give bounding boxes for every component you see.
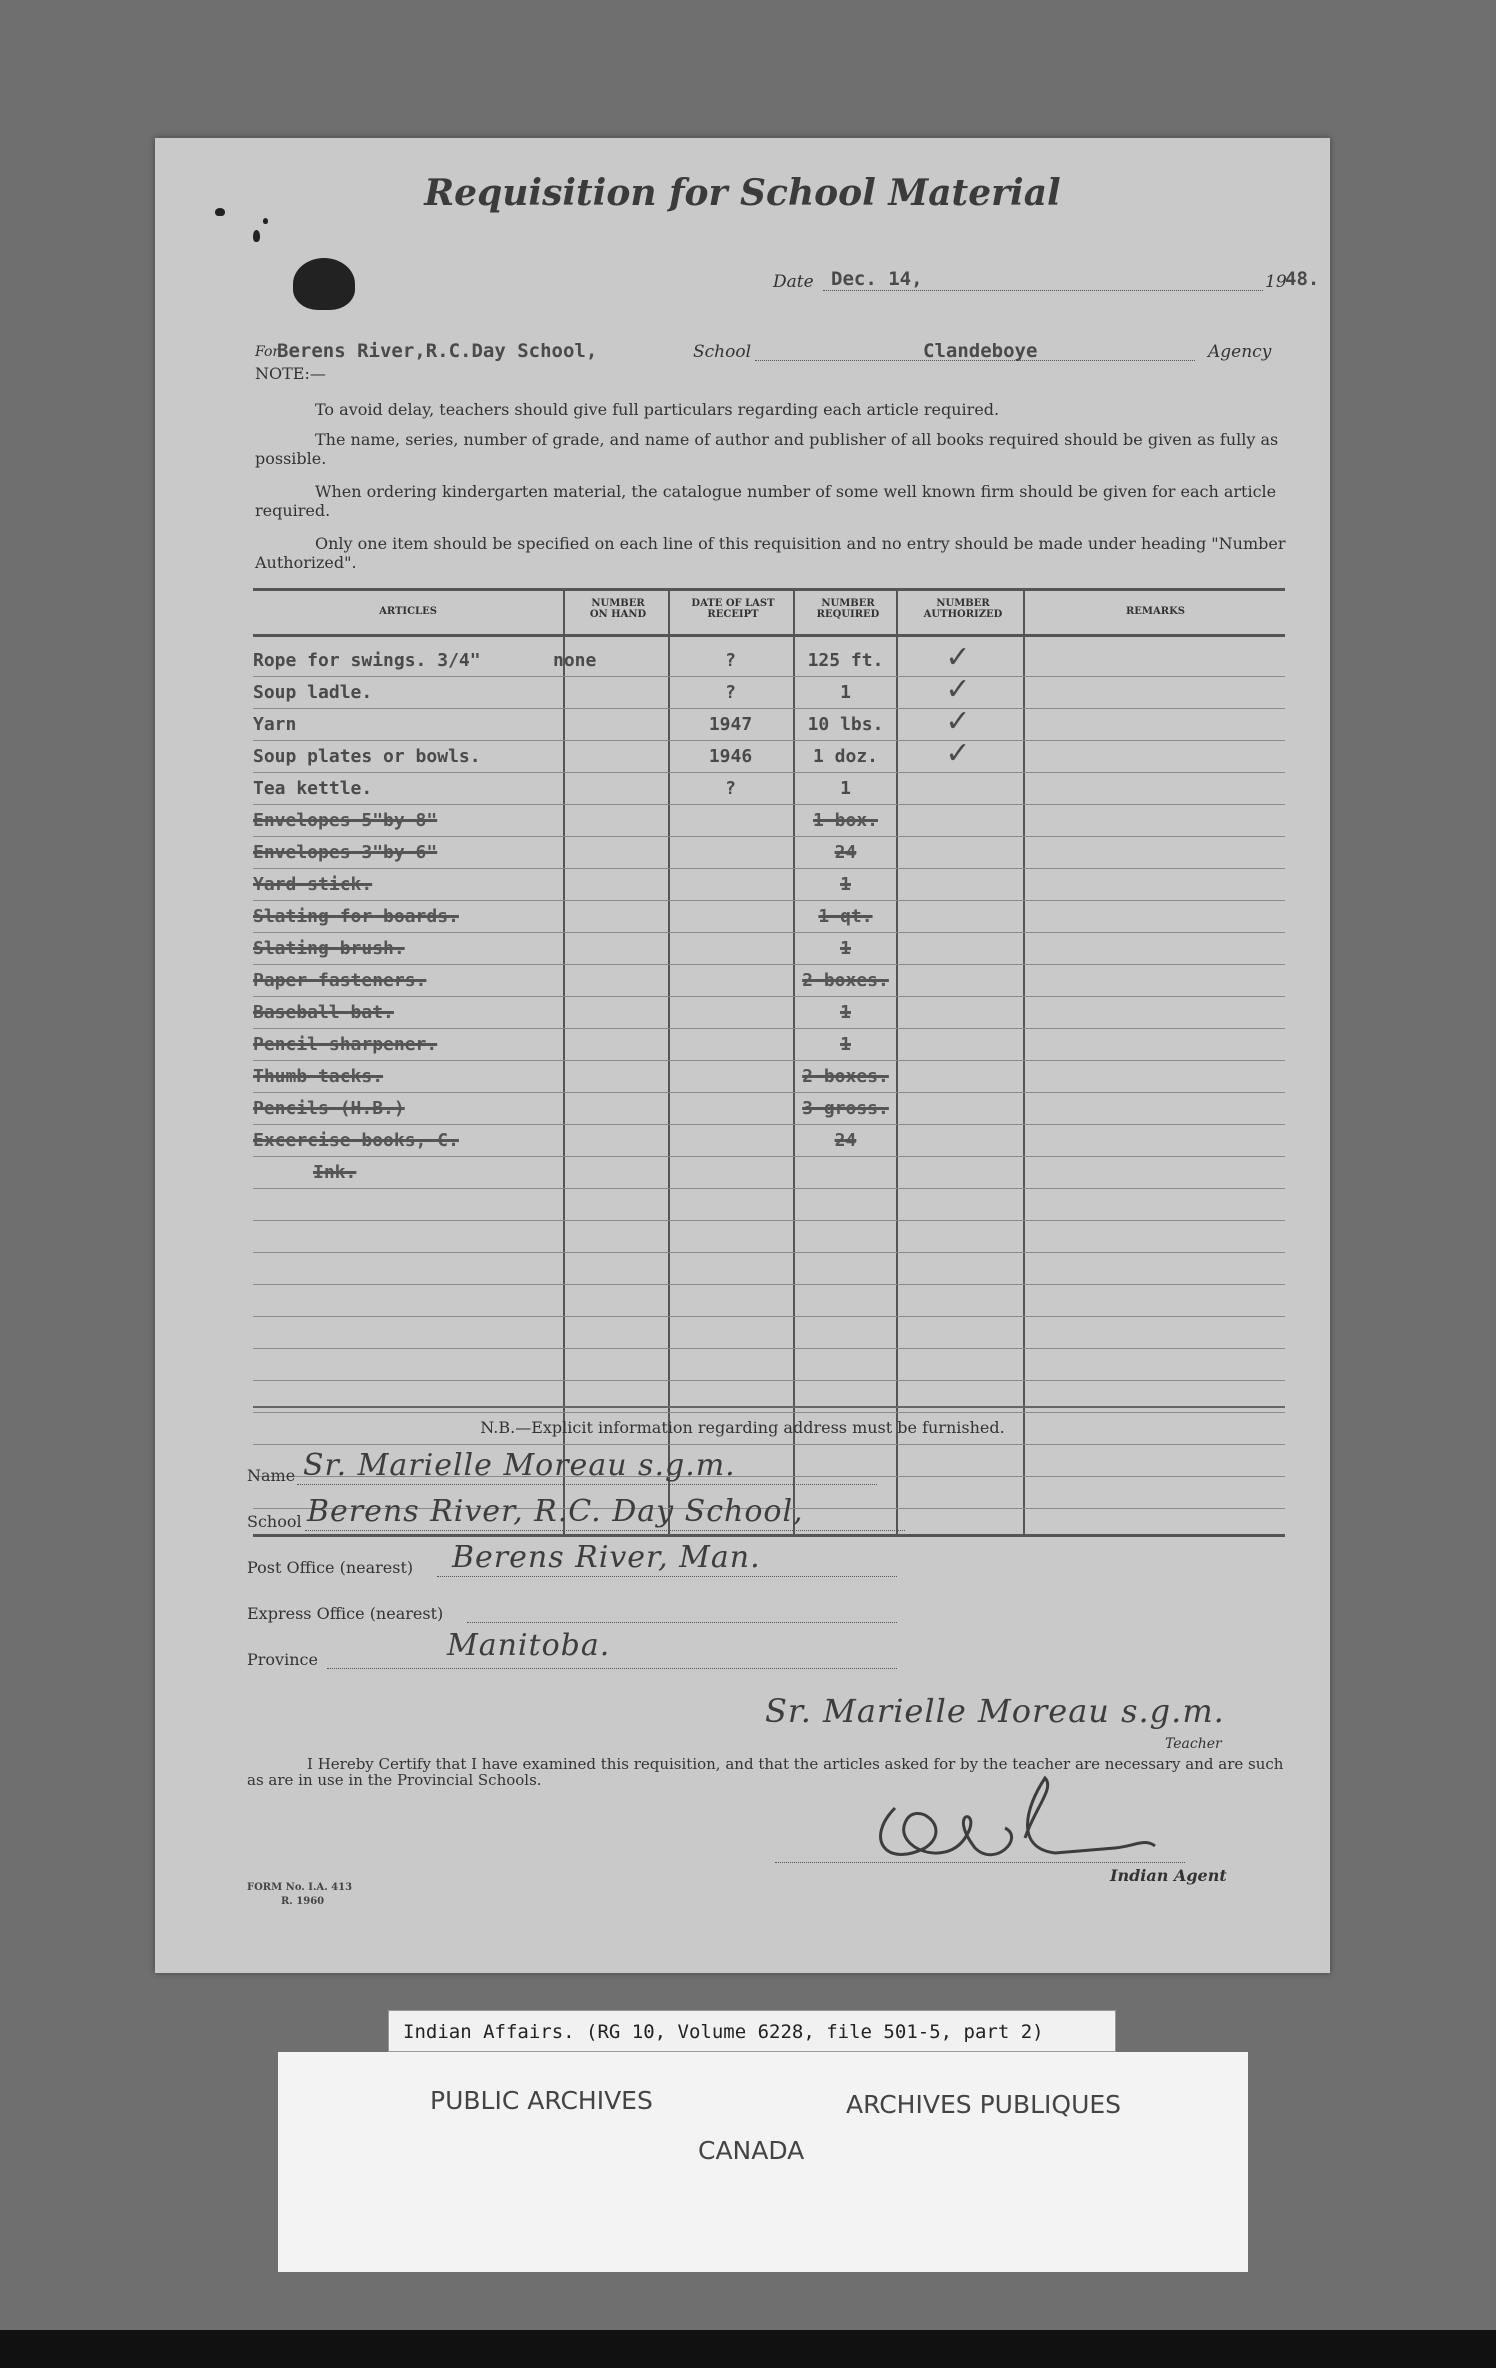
- express-office-label: Express Office (nearest): [247, 1604, 444, 1623]
- agent-label: Indian Agent: [1110, 1866, 1227, 1885]
- archive-right-text: ARCHIVES PUBLIQUES: [846, 2090, 1122, 2119]
- table-cell-required: 3 gross.: [802, 1098, 889, 1119]
- date-label: Date: [773, 272, 814, 292]
- table-cell-article: Slating brush.: [253, 938, 405, 959]
- year-value: 48.: [1285, 268, 1320, 290]
- row-rule: [253, 676, 1285, 677]
- post-office-value: Berens River, Man.: [452, 1540, 761, 1575]
- teacher-label: Teacher: [1165, 1736, 1222, 1752]
- row-rule: [253, 964, 1285, 965]
- table-cell-article: Soup ladle.: [253, 682, 373, 703]
- school-label-top: School: [693, 342, 752, 362]
- check-mark: ✓: [945, 736, 971, 771]
- table-cell-required: 24: [834, 1130, 857, 1151]
- footer-double-rule: [253, 1406, 1285, 1408]
- table-cell-article: Ink.: [313, 1162, 357, 1183]
- table-cell-article: Paper fasteners.: [253, 970, 427, 991]
- table-cell-required: 1: [840, 778, 851, 799]
- note-4: Only one item should be specified on each line of this requisition and no entry should be made under heading "Number Authorized".: [255, 534, 1286, 572]
- archive-center-text: CANADA: [698, 2136, 805, 2165]
- agency-value: Clandeboye: [923, 340, 1038, 362]
- row-rule: [253, 996, 1285, 997]
- ink-blot: [293, 258, 355, 310]
- table-cell-article: Pencil sharpener.: [253, 1034, 438, 1055]
- school-field-dotline: [305, 1530, 905, 1531]
- table-cell-required: 1: [840, 874, 851, 895]
- name-dotline: [297, 1484, 877, 1485]
- agency-label: Agency: [1208, 342, 1272, 362]
- school-label: School: [247, 1512, 302, 1531]
- table-bottom-rule: [253, 1534, 1285, 1537]
- year-prefix: 19: [1265, 272, 1287, 292]
- date-value: Dec. 14,: [831, 268, 923, 290]
- ink-speck: [263, 218, 268, 224]
- date-line: [773, 266, 1320, 294]
- row-rule: [253, 900, 1285, 901]
- agent-signature-line: [775, 1862, 1185, 1863]
- table-cell-article: Yard stick.: [253, 874, 373, 895]
- table-cell-article: Envelopes 3"by 6": [253, 842, 438, 863]
- note-label: NOTE:—: [255, 364, 326, 383]
- table-cell-article: Envelopes 5"by 8": [253, 810, 438, 831]
- name-label: Name: [247, 1466, 296, 1485]
- school-field: [247, 1494, 1007, 1534]
- archive-reference-strip: Indian Affairs. (RG 10, Volume 6228, file 501-5, part 2): [388, 2010, 1116, 2052]
- table-cell-article: Tea kettle.: [253, 778, 373, 799]
- col-divider: [896, 588, 898, 1534]
- row-rule: [253, 1412, 1285, 1413]
- table-cell-date: ?: [725, 650, 736, 671]
- row-rule: [253, 708, 1285, 709]
- school-agency-line: [255, 336, 1315, 364]
- province-dotline: [327, 1668, 897, 1669]
- table-cell-article: Pencils (H.B.): [253, 1098, 405, 1119]
- row-rule: [253, 804, 1285, 805]
- note-2: The name, series, number of grade, and name of author and publisher of all books required should be given as fully as possible.: [255, 430, 1279, 468]
- row-rule: [253, 868, 1285, 869]
- table-cell-article: Baseball bat.: [253, 1002, 394, 1023]
- table-cell-required: 1 qt.: [818, 906, 873, 927]
- row-rule: [253, 1060, 1285, 1061]
- row-rule: [253, 1284, 1285, 1285]
- row-rule: [253, 1348, 1285, 1349]
- school-value: Berens River, R.C. Day School,: [307, 1494, 804, 1529]
- post-office-label: Post Office (nearest): [247, 1558, 414, 1577]
- express-office-dotline: [467, 1622, 897, 1623]
- note-1: To avoid delay, teachers should give full particulars regarding each article required.: [315, 400, 1000, 419]
- table-cell-article: Thumb tacks.: [253, 1066, 384, 1087]
- table-cell-required: 24: [834, 842, 857, 863]
- form-revision: R. 1960: [281, 1896, 325, 1907]
- table-cell-date: 1947: [708, 714, 753, 735]
- articles-table: [253, 588, 1285, 1538]
- nb-text: N.B.—Explicit information regarding address must be furnished.: [480, 1418, 1005, 1437]
- col-divider: [793, 588, 795, 1534]
- col-divider: [668, 588, 670, 1534]
- table-cell-required: 125 ft.: [807, 650, 884, 671]
- table-cell-required: 1: [840, 938, 851, 959]
- ink-speck: [253, 230, 260, 242]
- post-office-field: [247, 1540, 1007, 1580]
- table-cell-required: 2 boxes.: [802, 970, 889, 991]
- express-office-field: [247, 1586, 1007, 1626]
- table-cell-article: Soup plates or bowls.: [253, 746, 481, 767]
- row-rule: [253, 772, 1285, 773]
- table-cell-on-hand: none: [553, 650, 597, 671]
- row-rule: [253, 740, 1285, 741]
- archive-card: [278, 2052, 1248, 2272]
- table-cell-required: 1: [840, 1034, 851, 1055]
- table-cell-article: Rope for swings. 3/4": [253, 650, 481, 671]
- table-cell-article: Excercise books, C.: [253, 1130, 459, 1151]
- province-label: Province: [247, 1650, 318, 1669]
- row-rule: [253, 1124, 1285, 1125]
- row-rule: [253, 1316, 1285, 1317]
- table-cell-required: 10 lbs.: [807, 714, 884, 735]
- header-remarks: REMARKS: [1126, 606, 1185, 617]
- table-cell-date: ?: [725, 682, 736, 703]
- teacher-signature: Sr. Marielle Moreau s.g.m.: [765, 1692, 1225, 1730]
- certify-text: I Hereby Certify that I have examined this requisition, and that the articles asked for by the teacher are necessary and are such as are in use in the Provincial Schools.: [247, 1755, 1284, 1789]
- check-mark: ✓: [945, 704, 971, 739]
- header-on-hand: NUMBER ON HAND: [589, 598, 647, 620]
- table-cell-required: 1 doz.: [812, 746, 879, 767]
- table-cell-date: 1946: [708, 746, 753, 767]
- check-mark: ✓: [945, 640, 971, 675]
- form-number: FORM No. I.A. 413: [247, 1882, 353, 1893]
- table-cell-required: 1: [840, 682, 851, 703]
- province-field: [247, 1628, 1007, 1672]
- row-rule: [253, 932, 1285, 933]
- table-cell-required: 1 box.: [812, 810, 879, 831]
- note-3: When ordering kindergarten material, the catalogue number of some well known firm should be given for each article required.: [255, 482, 1277, 520]
- signature-stroke: [881, 1778, 1155, 1855]
- table-header-rule: [253, 634, 1285, 637]
- requisition-form-page: [155, 138, 1330, 1973]
- row-rule: [253, 1156, 1285, 1157]
- header-last-receipt: DATE OF LAST RECEIPT: [691, 598, 775, 620]
- post-office-dotline: [437, 1576, 897, 1577]
- row-rule: [253, 1252, 1285, 1253]
- header-authorized: NUMBER AUTHORIZED: [923, 598, 1003, 620]
- province-value: Manitoba.: [447, 1628, 611, 1663]
- scan-border: [0, 2330, 1496, 2368]
- row-rule: [253, 836, 1285, 837]
- col-divider: [563, 588, 565, 1534]
- col-divider: [1023, 588, 1025, 1534]
- row-rule: [253, 1380, 1285, 1381]
- name-value: Sr. Marielle Moreau s.g.m.: [303, 1448, 736, 1483]
- date-dotline: [823, 290, 1263, 291]
- archive-left-text: PUBLIC ARCHIVES: [430, 2086, 653, 2115]
- table-cell-required: 1: [840, 1002, 851, 1023]
- header-articles: ARTICLES: [379, 606, 437, 617]
- table-cell-article: Slating for boards.: [253, 906, 459, 927]
- header-required: NUMBER REQUIRED: [816, 598, 880, 620]
- row-rule: [253, 1092, 1285, 1093]
- row-rule: [253, 1444, 1285, 1445]
- table-cell-date: ?: [725, 778, 736, 799]
- for-label: For: [255, 344, 280, 360]
- table-top-rule: [253, 588, 1285, 591]
- form-title: Requisition for School Material: [424, 172, 1061, 214]
- check-mark: ✓: [945, 672, 971, 707]
- school-name-typed: Berens River,R.C.Day School,: [277, 340, 598, 362]
- row-rule: [253, 1028, 1285, 1029]
- table-cell-required: 2 boxes.: [802, 1066, 889, 1087]
- table-cell-article: Yarn: [253, 714, 297, 735]
- row-rule: [253, 1188, 1285, 1189]
- row-rule: [253, 1220, 1285, 1221]
- name-field: [247, 1448, 947, 1488]
